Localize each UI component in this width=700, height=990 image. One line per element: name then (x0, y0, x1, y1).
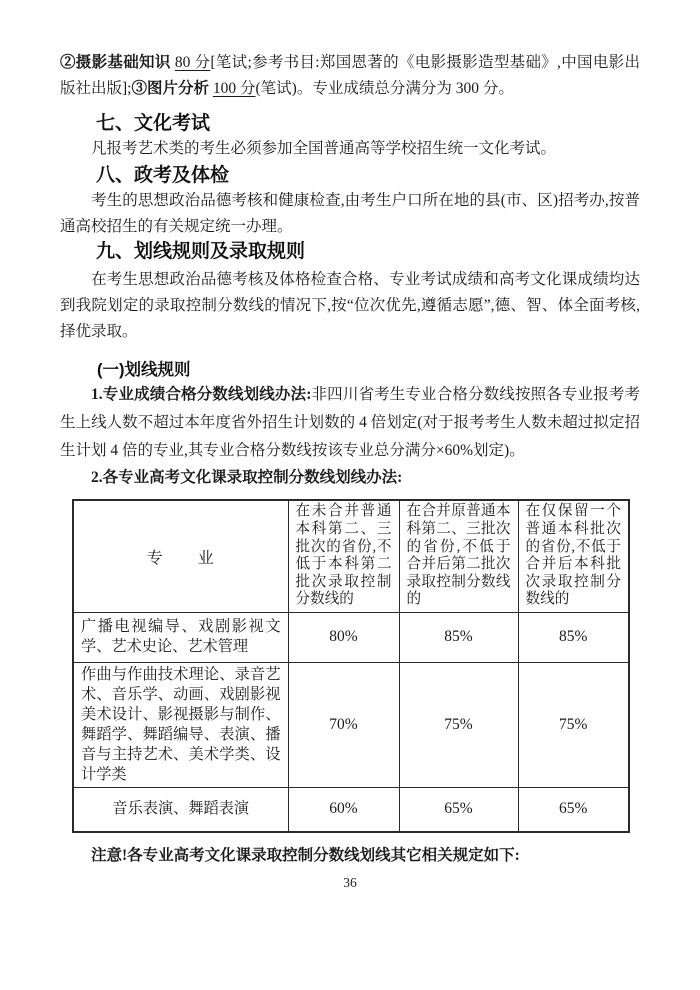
cell-percent: 60% (288, 787, 399, 832)
cell-major-list: 音乐表演、舞蹈表演 (73, 787, 288, 832)
header-cell-unmerged-provinces: 在未合并普通本科第二、三批次的省份,不低于本科第二批次录取控制分数线的 (288, 500, 399, 612)
paragraph-item2-culture-line: 2.各专业高考文化课录取控制分数线划线办法: (91, 469, 403, 486)
heading-section-8-political-physical: 八、政考及体检 (96, 165, 230, 186)
text-run-item1: 非四川省考生专业合格分数线按照各专业报考考生上线人数不超过本年度省外招生计划数的 4 倍划定(对于报考考生人数未超过拟定招生计划 4 倍的专业,其专业合格分数线按该专业总分满分×60%划定)。 (60, 386, 640, 459)
header-cell-major: 专 业 (73, 500, 288, 612)
paragraph-photography-scoring (60, 50, 640, 102)
underline-80-points: 80 分 (174, 54, 211, 71)
paragraph-note-other-rules: 注意!各专业高考文化课录取控制分数线划线其它相关规定如下: (91, 847, 520, 864)
score-line-table (72, 499, 630, 833)
table-header-row (73, 500, 629, 612)
cell-major-list: 广播电视编导、戏剧影视文学、艺术史论、艺术管理 (73, 612, 288, 662)
cell-percent: 65% (518, 787, 629, 832)
text-run-total-score: (笔试)。专业成绩总分满分为 300 分。 (255, 80, 514, 97)
cell-percent: 80% (288, 612, 399, 662)
table-row-composition-group (73, 662, 629, 787)
header-cell-merged-provinces: 在合并原普通本科第二、三批次的省份,不低于合并后第二批次录取控制分数线的 (399, 500, 518, 612)
underline-100-points: 100 分 (212, 80, 256, 97)
cell-percent: 70% (288, 662, 399, 787)
text-run-reference-book: [笔试;参考书目:郑国恩著的《电影摄影造型基础》,中国电影出版社出版]; (60, 54, 640, 97)
cell-percent: 65% (399, 787, 518, 832)
cell-percent: 75% (518, 662, 629, 787)
subheading-line-rules: (一)划线规则 (97, 361, 191, 379)
cell-percent: 75% (399, 662, 518, 787)
bold-item1-lead: 1.专业成绩合格分数线划线办法: (91, 386, 312, 403)
cell-percent: 85% (518, 612, 629, 662)
header-cell-single-batch-provinces: 在仅保留一个普通本科批次的省份,不低于合并后本科批次录取控制分数线的 (518, 500, 629, 612)
table-row-music-dance-performance (73, 787, 629, 832)
paragraph-culture-exam: 凡报考艺术类的考生必须参加全国普通高等学校招生统一文化考试。 (91, 140, 557, 157)
paragraph-political-physical: 考生的思想政治品德考核和健康检查,由考生户口所在地的县(市、区)招考办,按普通高校招生的有关规定统一办理。 (60, 192, 640, 235)
heading-section-9-line-admission-rules: 九、划线规则及录取规则 (96, 241, 306, 262)
table-row-broadcast-editing (73, 612, 629, 662)
heading-section-7-culture-exam: 七、文化考试 (96, 113, 211, 134)
bold-photography-basics: ②摄影基础知识 (60, 54, 175, 71)
cell-major-list: 作曲与作曲技术理论、录音艺术、音乐学、动画、戏剧影视美术设计、影视摄影与制作、舞蹈学、舞蹈编导、表演、播音与主持艺术、美术学类、设计学类 (73, 662, 288, 787)
bold-picture-analysis: ③图片分析 (131, 80, 213, 97)
cell-percent: 85% (399, 612, 518, 662)
paragraph-admission-principle: 在考生思想政治品德考核及体格检查合格、专业考试成绩和高考文化课成绩均达到我院划定的录取控制分数线的情况下,按“位次优先,遵循志愿”,德、智、体全面考核,择优录取。 (60, 271, 640, 340)
paragraph-item1-qualification-line (60, 381, 640, 465)
page-number: 36 (343, 875, 357, 890)
